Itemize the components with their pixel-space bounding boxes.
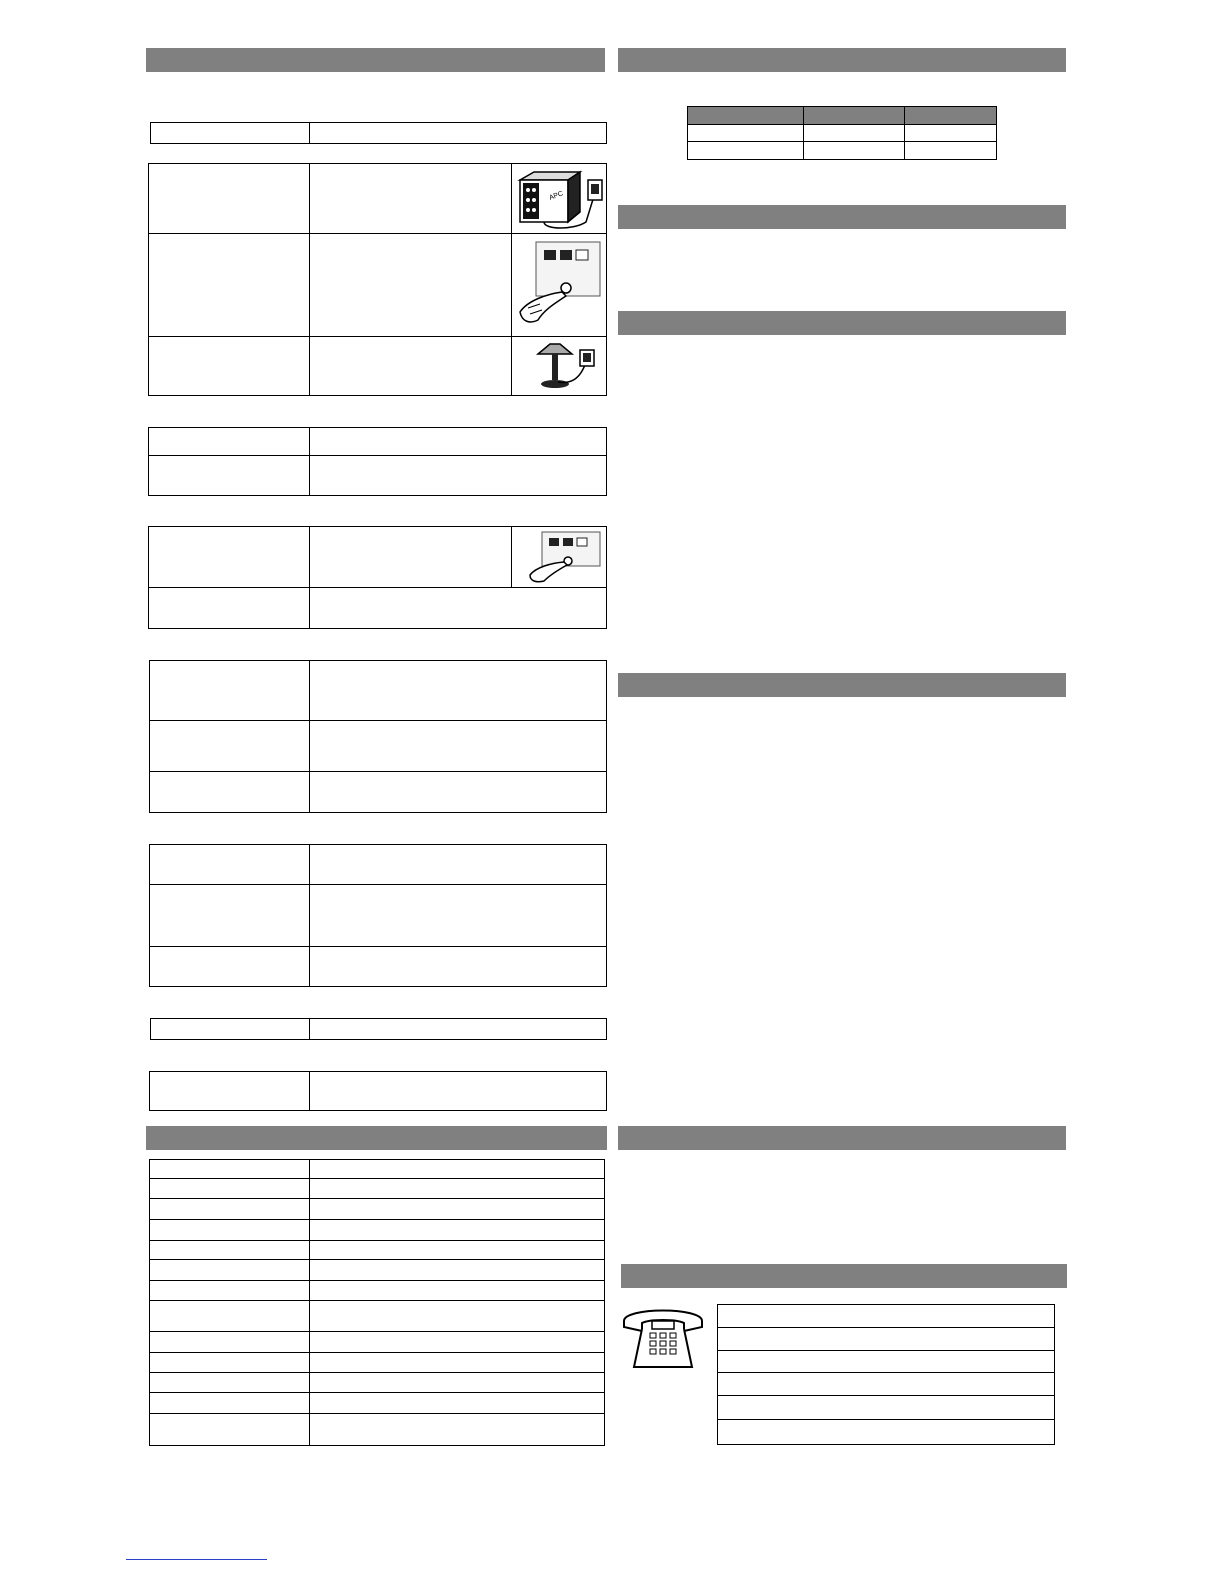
info-table — [150, 122, 607, 144]
section-header-bar — [146, 48, 605, 72]
power-button-small-icon — [522, 529, 604, 585]
contact-table — [717, 1304, 1055, 1445]
specifications-table — [149, 1159, 605, 1446]
info-table — [149, 660, 607, 813]
info-table — [150, 1018, 607, 1040]
section-header-bar — [618, 48, 1066, 72]
info-table — [149, 1071, 607, 1111]
section-header-bar — [618, 205, 1066, 229]
footer-link-underline — [126, 1559, 267, 1560]
lamp-icon — [520, 340, 604, 392]
telephone-icon — [620, 1301, 706, 1371]
mini-table — [687, 106, 997, 160]
info-table — [149, 844, 607, 987]
svg-text:APC: APC — [548, 190, 565, 202]
section-header-bar — [621, 1264, 1067, 1288]
section-header-bar — [618, 1126, 1066, 1150]
info-table — [148, 427, 607, 496]
section-header-bar — [146, 1126, 607, 1150]
section-header-bar — [618, 311, 1066, 335]
section-header-bar — [618, 673, 1066, 697]
ups-plug-icon — [514, 166, 604, 232]
power-button-icon — [514, 238, 604, 332]
